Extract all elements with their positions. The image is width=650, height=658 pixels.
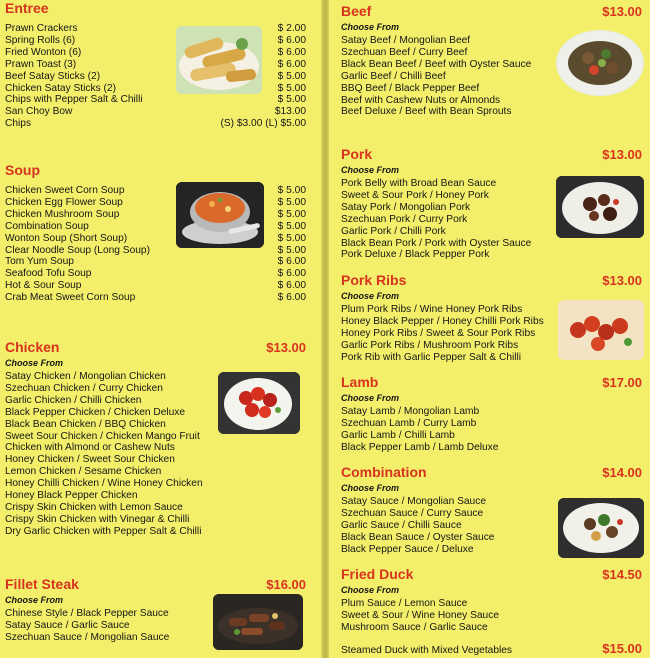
menu-item: Chips with Pepper Salt & Chilli $ 5.00 — [5, 94, 306, 106]
menu-item: Szechuan Sauce / Mongolian Sauce — [5, 631, 170, 643]
menu-item: Fried Wonton (6) $ 6.00 — [5, 46, 306, 58]
section-fried-duck — [341, 566, 642, 634]
menu-item: Chicken Mushroom Soup $ 5.00 — [5, 208, 306, 220]
menu-item: Steamed Duck with Mixed Vegetables — [341, 645, 513, 656]
menu-item: Spring Rolls (6) $ 6.00 — [5, 34, 306, 46]
section-price: $13.00 — [602, 273, 642, 288]
section-header — [5, 576, 306, 592]
choose-from-label: Choose From — [5, 358, 64, 368]
menu-item: Garlic Sauce / Chilli Sauce — [341, 519, 462, 531]
section-chicken — [5, 339, 306, 538]
menu-item: BBQ Beef / Black Pepper Beef — [341, 82, 480, 94]
menu-item: Honey Pork Ribs / Sweet & Sour Pork Ribs — [341, 327, 536, 339]
menu-item: Pork Rib with Garlic Pepper Salt & Chilli — [341, 351, 522, 363]
section-price: $13.00 — [602, 147, 642, 162]
section-steamed-duck — [341, 641, 642, 657]
menu-item: Beef Deluxe / Beef with Bean Sprouts — [341, 106, 512, 118]
menu-item: Chicken Sweet Corn Soup $ 5.00 — [5, 185, 306, 196]
menu-item: Chips (S) $3.00 (L) $5.00 — [5, 118, 306, 130]
section-price: $17.00 — [602, 375, 642, 390]
sizzling-plate-image — [213, 594, 303, 650]
menu-item: Plum Sauce / Lemon Sauce — [341, 598, 468, 609]
section-title: Combination — [341, 464, 427, 480]
section-title: Lamb — [341, 374, 379, 390]
choose-from-label: Choose From — [5, 595, 64, 605]
menu-item: Chicken Satay Sticks (2) $ 5.00 — [5, 82, 306, 94]
section-price: $13.00 — [602, 4, 642, 19]
section-title: Fillet Steak — [5, 576, 79, 592]
menu-item: Crispy Skin Chicken with Vinegar & Chilli — [5, 513, 190, 525]
menu-item: San Choy Bow $13.00 — [5, 106, 306, 118]
soup-bowl-image — [176, 182, 264, 248]
menu-item: Chicken with Almond or Cashew Nuts — [5, 442, 175, 454]
choose-from-label: Choose From — [341, 291, 400, 301]
section-title: Pork — [341, 146, 373, 162]
menu-item: Black Pepper Lamb / Lamb Deluxe — [341, 441, 499, 453]
beef-plate-image — [556, 30, 644, 96]
choose-from-label: Choose From — [341, 22, 400, 32]
menu-item: Garlic Chicken / Chilli Chicken — [5, 394, 142, 406]
section-price: $14.00 — [602, 465, 642, 480]
menu-item: Black Bean Sauce / Oyster Sauce — [341, 531, 495, 543]
soup-photo — [176, 182, 264, 248]
menu-item: Plum Pork Ribs / Wine Honey Pork Ribs — [341, 304, 523, 315]
spring-rolls-image — [176, 26, 262, 94]
menu-item: Black Pepper Sauce / Deluxe — [341, 543, 474, 555]
menu-item: Satay Chicken / Mongolian Chicken — [5, 371, 166, 382]
menu-item: Satay Sauce / Garlic Sauce — [5, 619, 130, 631]
menu-item: Seafood Tofu Soup $ 6.00 — [5, 268, 306, 280]
pork-plate-image — [556, 176, 644, 238]
menu-item: Beef with Cashew Nuts or Almonds — [341, 94, 501, 106]
section-title: Entree — [5, 0, 49, 16]
section-header — [341, 641, 642, 657]
section-header — [341, 146, 642, 162]
choose-from-label: Choose From — [341, 165, 400, 175]
section-header — [5, 339, 306, 355]
menu-item: Garlic Lamb / Chilli Lamb — [341, 429, 455, 441]
pork-ribs-photo — [558, 300, 644, 360]
menu-item: Beef Satay Sticks (2) $ 5.00 — [5, 70, 306, 82]
menu-item: Szechuan Beef / Curry Beef — [341, 46, 468, 58]
menu-item: Garlic Beef / Chilli Beef — [341, 70, 446, 82]
section-header — [341, 566, 642, 582]
menu-item: Black Bean Chicken / BBQ Chicken — [5, 418, 166, 430]
menu-item: Black Bean Beef / Beef with Oyster Sauce — [341, 58, 532, 70]
menu-item: Dry Garlic Chicken with Pepper Salt & Chilli — [5, 525, 202, 537]
menu-item: Satay Lamb / Mongolian Lamb — [341, 406, 480, 417]
combination-plate-image — [558, 498, 644, 558]
section-header — [341, 3, 642, 19]
section-title: Beef — [341, 3, 372, 19]
menu-item: Combination Soup $ 5.00 — [5, 220, 306, 232]
choose-from-label: Choose From — [341, 393, 400, 403]
chicken-photo — [218, 372, 300, 434]
menu-item: Crab Meat Sweet Corn Soup $ 6.00 — [5, 292, 306, 304]
item-list — [341, 598, 642, 634]
combination-photo — [558, 498, 644, 558]
section-title: Soup — [5, 162, 40, 178]
menu-item: Szechuan Sauce / Curry Sauce — [341, 507, 484, 519]
pork-ribs-image — [558, 300, 644, 360]
section-price: $14.50 — [602, 567, 642, 582]
section-lamb — [341, 374, 642, 454]
menu-item: Black Bean Pork / Pork with Oyster Sauce — [341, 237, 532, 249]
menu-item: Chinese Style / Black Pepper Sauce — [5, 608, 169, 619]
menu-item: Chicken Egg Flower Soup $ 5.00 — [5, 196, 306, 208]
menu-item: Szechuan Chicken / Curry Chicken — [5, 382, 163, 394]
menu-item: Clear Noodle Soup (Long Soup) $ 5.00 — [5, 244, 306, 256]
menu-item: Honey Chicken / Sweet Sour Chicken — [5, 454, 175, 466]
menu-item: Honey Black Pepper Chicken — [5, 490, 138, 502]
beef-photo — [556, 30, 644, 96]
spring-rolls-photo — [176, 26, 262, 94]
menu-item: Tom Yum Soup $ 6.00 — [5, 256, 306, 268]
menu-item: Sweet & Sour Pork / Honey Pork — [341, 189, 489, 201]
section-title: Fried Duck — [341, 566, 414, 582]
menu-item: Honey Black Pepper / Honey Chilli Pork Ribs — [341, 315, 544, 327]
section-header — [341, 374, 642, 390]
menu-item: Prawn Crackers $ 2.00 — [5, 23, 306, 34]
menu-item: Szechuan Pork / Curry Pork — [341, 213, 468, 225]
menu-item: Sweet Sour Chicken / Chicken Mango Fruit — [5, 430, 200, 442]
menu-item: Crispy Skin Chicken with Lemon Sauce — [5, 501, 183, 513]
menu-item: Garlic Pork Ribs / Mushroom Pork Ribs — [341, 339, 519, 351]
menu-item: Sweet & Sour / Wine Honey Sauce — [341, 609, 499, 621]
section-price: $13.00 — [266, 340, 306, 355]
item-list — [341, 406, 642, 454]
chicken-plate-image — [218, 372, 300, 434]
menu-item: Lemon Chicken / Sesame Chicken — [5, 466, 162, 478]
section-title: Chicken — [5, 339, 60, 355]
menu-item: Pork Deluxe / Black Pepper Pork — [341, 249, 490, 261]
steak-photo — [213, 594, 303, 650]
menu-item: Prawn Toast (3) $ 6.00 — [5, 58, 306, 70]
section-price: $16.00 — [266, 577, 306, 592]
menu-item: Satay Pork / Mongolian Pork — [341, 201, 471, 213]
choose-from-label: Choose From — [341, 483, 400, 493]
menu-item: Satay Beef / Mongolian Beef — [341, 35, 471, 46]
menu-item: Honey Chilli Chicken / Wine Honey Chicken — [5, 478, 203, 490]
menu-item: Garlic Pork / Chilli Pork — [341, 225, 446, 237]
menu-item: Mushroom Sauce / Garlic Sauce — [341, 621, 488, 633]
section-title: Pork Ribs — [341, 272, 407, 288]
section-price: $15.00 — [602, 641, 642, 656]
section-header — [341, 464, 642, 480]
section-header — [341, 272, 642, 288]
menu-item: Black Pepper Chicken / Chicken Deluxe — [5, 406, 186, 418]
menu-item: Pork Belly with Broad Bean Sauce — [341, 178, 497, 189]
menu-item: Szechuan Lamb / Curry Lamb — [341, 417, 477, 429]
choose-from-label: Choose From — [341, 585, 400, 595]
menu-item: Satay Sauce / Mongolian Sauce — [341, 496, 486, 507]
pork-photo — [556, 176, 644, 238]
menu-item: Hot & Sour Soup $ 6.00 — [5, 280, 306, 292]
menu-item: Wonton Soup (Short Soup) $ 5.00 — [5, 232, 306, 244]
